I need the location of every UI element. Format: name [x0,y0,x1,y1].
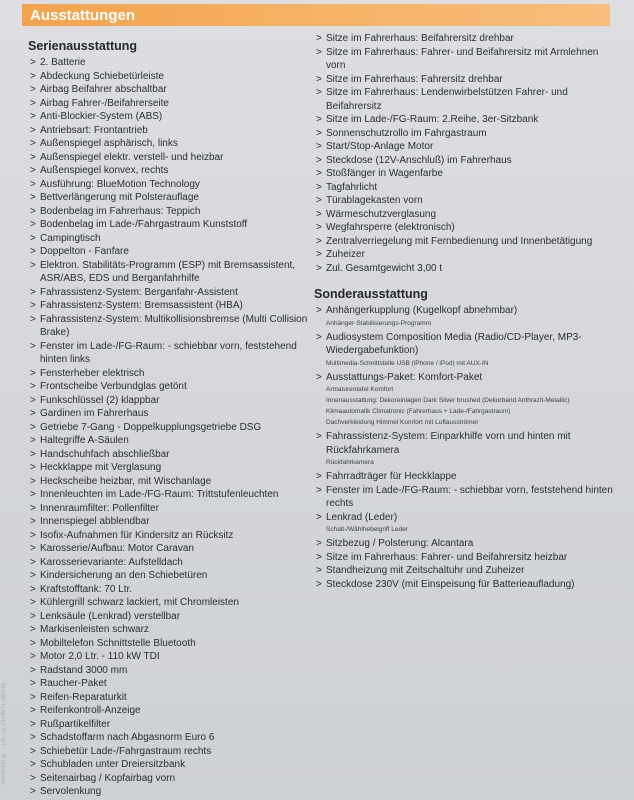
item-label: Stoßfänger in Wagenfarbe [326,168,443,179]
list-item [28,596,308,610]
bullet-icon: > [30,759,36,770]
bullet-icon: > [30,462,36,473]
bullet-icon: > [316,484,322,496]
item-detail: Multimedia-Schnittstelle USB (iPhone / iPod) mit AUX-IN [326,359,489,367]
item-label: Servolenkung [40,786,102,797]
bullet-icon: > [316,114,322,125]
bullet-icon: > [30,367,36,379]
list-item [28,731,308,745]
sonder-title: Sonderausstattung [314,287,428,301]
item-detail: Schalt-/Wählhebelgriff Leder [326,526,408,533]
item-label: Sitze im Fahrerhaus: Fahrersitz drehbar [326,73,503,85]
bullet-icon: > [30,651,36,662]
list-item [28,718,308,732]
item-label: Bettverlängerung mit Polsterauflage [40,192,199,203]
list-item [28,610,308,624]
list-item [314,154,614,168]
item-label: Karosserie/Aufbau: Motor Caravan [40,543,194,554]
item-label: Zul. Gesamtgewicht 3,00 t [326,262,443,274]
item-label: Campingtisch [40,232,101,244]
item-label: 2. Batterie [40,57,86,68]
bullet-icon: > [30,610,36,622]
bullet-icon: > [30,259,36,271]
item-label: Airbag Fahrer-/Beifahrerseite [40,97,169,109]
list-item [28,542,308,556]
bullet-icon: > [316,127,322,139]
item-label: Schiebetür Lade-/Fahrgastraum rechts [40,745,212,757]
item-detail: Klimaautomatik Climatronic (Fahrerhaus + Lade-/Fahrgastraum) [326,408,511,415]
list-item [314,484,614,511]
item-label: Fahrradträger für Heckklappe [326,471,457,482]
bullet-icon: > [30,313,36,325]
list-item [28,110,308,124]
item-label: Heckscheibe heizbar, mit Wischanlage [40,475,212,487]
list-item [314,86,614,113]
bullet-icon: > [316,154,322,166]
bullet-icon: > [30,97,36,109]
item-label: Markisenleisten schwarz [40,624,149,635]
item-label: Schubladen unter Dreiersitzbank [40,759,186,770]
list-item [314,511,614,535]
list-item [314,32,614,46]
bullet-icon: > [316,181,322,193]
bullet-icon: > [30,637,36,649]
item-label: Sonnenschutzrollo im Fahrgastraum [326,127,487,139]
item-label: Karosserievariante: Aufstelldach [40,556,183,568]
list-item [28,97,308,111]
item-label: Frontscheibe Verbundglas getönt [40,381,187,392]
item-label: Sitze im Fahrerhaus: Fahrer- und Beifahrersitz mit Armlehnen vorn [326,46,599,71]
bullet-icon: > [30,624,36,635]
list-item [28,650,308,664]
list-item [314,262,614,276]
list-item [28,178,308,192]
bullet-icon: > [316,578,322,590]
item-label: Isofix-Aufnahmen für Kindersitz an Rücksitz [40,529,234,541]
item-label: Doppelton - Fanfare [40,246,129,257]
list-item [28,515,308,529]
bullet-icon: > [316,511,322,523]
list-item [314,430,614,467]
bullet-icon: > [316,33,322,44]
list-item [28,191,308,205]
bullet-icon: > [30,529,36,541]
item-label: Handschuhfach abschließbar [40,448,170,460]
item-label: Airbag Beifahrer abschaltbar [40,84,167,95]
list-item [314,73,614,87]
bullet-icon: > [316,431,322,442]
watermark: SilverDAT ® - DS - ©21/06/11-/89416 [1,682,7,785]
bullet-icon: > [30,772,36,784]
bullet-icon: > [30,151,36,163]
item-label: Sitze im Fahrerhaus: Fahrer- und Beifahrersitz heizbar [326,551,568,563]
list-item [28,340,308,367]
item-label: Wegfahrsperre (elektronisch) [326,222,455,233]
item-label: Sitzbezug / Polsterung: Alcantara [326,538,474,549]
list-item [314,113,614,127]
list-item [28,83,308,97]
bullet-icon: > [30,745,36,757]
bullet-icon: > [30,583,36,595]
bullet-icon: > [30,421,36,433]
list-item [28,583,308,597]
list-item [28,529,308,543]
item-label: Zuheizer [326,249,365,260]
bullet-icon: > [30,678,36,689]
list-item [28,70,308,84]
bullet-icon: > [316,235,322,247]
bullet-icon: > [316,249,322,260]
list-item [28,218,308,232]
list-item [314,221,614,235]
item-label: Antriebsart: Frontantrieb [40,124,148,136]
item-label: Fenster im Lade-/FG-Raum: - schiebbar vorn, feststehend hinten links [40,340,297,365]
list-item [314,331,614,368]
list-item [28,232,308,246]
bullet-icon: > [30,381,36,392]
item-label: Schadstoffarm nach Abgasnorm Euro 6 [40,732,215,743]
list-item [314,127,614,141]
bullet-icon: > [30,543,36,554]
list-item [28,475,308,489]
bullet-icon: > [30,664,36,676]
item-label: Start/Stop-Anlage Motor [326,141,434,152]
item-label: Abdeckung Schiebetürleiste [40,70,164,82]
bullet-icon: > [30,232,36,244]
list-item [28,448,308,462]
item-label: Fenster im Lade-/FG-Raum: - schiebbar vorn, feststehend hinten rechts [326,484,613,509]
list-item [314,208,614,222]
item-label: Zentralverriegelung mit Fernbedienung und Innenbetätigung [326,235,593,247]
bullet-icon: > [30,57,36,68]
list-item [314,551,614,565]
list-item [28,677,308,691]
item-label: Reifen-Reparaturkit [40,691,127,703]
bullet-icon: > [30,597,36,608]
list-item [28,286,308,300]
item-label: Fahrassistenz-System: Bremsassistent (HBA) [40,300,243,311]
item-label: Kraftstofftank: 70 Ltr. [40,583,133,595]
item-detail: Dachverkleidung Himmel Komfort mit Luftausströmer [326,419,479,426]
bullet-icon: > [30,718,36,730]
list-item [314,181,614,195]
bullet-icon: > [30,408,36,419]
item-label: Außenspiegel asphärisch, links [40,138,178,149]
serien-title: Serienausstattung [28,39,138,53]
list-item [28,137,308,151]
bullet-icon: > [30,192,36,203]
bullet-icon: > [30,435,36,446]
list-item [28,691,308,705]
item-label: Audiosystem Composition Media (Radio/CD-Player, MP3-Wiedergabefunktion) [326,331,582,356]
list-item [314,194,614,208]
item-label: Getriebe 7-Gang - Doppelkupplungsgetriebe DSG [40,421,262,433]
bullet-icon: > [316,262,322,274]
list-item [314,140,614,154]
list-item [28,704,308,718]
bullet-icon: > [30,705,36,716]
list-item [314,235,614,249]
bullet-icon: > [30,205,36,217]
list-item [28,245,308,259]
item-label: Reifenkontroll-Anzeige [40,705,141,716]
item-label: Anhängerkupplung (Kugelkopf abnehmbar) [326,305,518,316]
item-label: Seitenairbag / Kopfairbag vorn [40,772,176,784]
bullet-icon: > [30,178,36,190]
bullet-icon: > [30,448,36,460]
left-column [28,38,308,799]
bullet-icon: > [30,70,36,82]
item-label: Türablagekasten vorn [326,195,423,206]
list-item [28,623,308,637]
list-item [28,313,308,340]
bullet-icon: > [30,111,36,122]
item-label: Wärmeschutzverglasung [326,208,437,220]
item-label: Anti-Blockier-System (ABS) [40,111,163,122]
list-item [28,407,308,421]
list-item [28,785,308,799]
bullet-icon: > [30,691,36,703]
bullet-icon: > [30,516,36,527]
sonder-list [314,304,614,591]
bullet-icon: > [30,340,36,352]
bullet-icon: > [30,394,36,406]
bullet-icon: > [30,475,36,487]
list-item [28,164,308,178]
item-label: Lenkrad (Leder) [326,511,398,523]
section-header-bar [22,4,610,26]
list-item [28,664,308,678]
bullet-icon: > [30,219,36,230]
list-item [28,569,308,583]
item-detail: Anhänger-Stabilisierungs-Programm [326,319,432,327]
list-item [28,745,308,759]
bullet-icon: > [30,84,36,95]
bullet-icon: > [316,195,322,206]
item-label: Lenksäule (Lenkrad) verstellbar [40,610,181,622]
bullet-icon: > [30,556,36,568]
bullet-icon: > [30,300,36,311]
bullet-icon: > [316,222,322,233]
list-item [28,367,308,381]
bullet-icon: > [316,168,322,179]
item-label: Rußpartikelfilter [40,718,111,730]
bullet-icon: > [316,471,322,482]
serien-list [28,56,308,799]
bullet-icon: > [316,208,322,220]
item-label: Mobiltelefon Schnittstelle Bluetooth [40,637,196,649]
item-label: Ausführung: BlueMotion Technology [40,178,200,190]
list-item [28,205,308,219]
item-label: Bodenbelag im Fahrerhaus: Teppich [40,205,201,217]
item-label: Radstand 3000 mm [40,664,128,676]
item-label: Fahrassistenz-System: Berganfahr-Assistent [40,286,238,298]
list-item [28,421,308,435]
list-item [314,371,614,428]
bullet-icon: > [30,732,36,743]
bullet-icon: > [30,124,36,136]
item-label: Fensterheber elektrisch [40,367,145,379]
list-item [314,564,614,578]
list-item [28,394,308,408]
list-item [28,299,308,313]
item-label: Außenspiegel konvex, rechts [40,165,169,176]
serien-cont-list [314,32,614,275]
item-label: Raucher-Paket [40,678,107,689]
item-label: Kühlergrill schwarz lackiert, mit Chromleisten [40,597,239,608]
item-label: Fahrassistenz-System: Einparkhilfe vorn und hinten mit Rückfahrkamera [326,431,571,456]
list-item [28,259,308,286]
item-label: Sitze im Fahrerhaus: Beifahrersitz drehbar [326,33,514,44]
bullet-icon: > [316,331,322,343]
bullet-icon: > [30,502,36,514]
item-label: Innenraumfilter: Pollenfilter [40,502,159,514]
item-label: Tagfahrlicht [326,181,378,193]
list-item [28,637,308,651]
list-item [28,434,308,448]
list-item [28,772,308,786]
bullet-icon: > [30,570,36,581]
list-item [314,537,614,551]
list-item [28,758,308,772]
item-detail: Innenausstattung: Dekoreinlagen Dark Silver brushed (Dekorband Anthrazit-Metallic) [326,397,570,404]
item-label: Sitze im Fahrerhaus: Lendenwirbelstützen Fahrer- und Beifahrersitz [326,87,568,112]
list-item [314,304,614,328]
item-label: Ausstattungs-Paket: Komfort-Paket [326,371,483,383]
item-label: Fahrassistenz-System: Multikollisionsbremse (Multi Collision Brake) [40,313,308,338]
item-label: Heckklappe mit Verglasung [40,462,162,473]
item-label: Gardinen im Fahrerhaus [40,408,149,419]
bullet-icon: > [30,286,36,298]
bullet-icon: > [30,165,36,176]
list-item [28,461,308,475]
page-title: Ausstattungen [30,7,135,24]
item-label: Motor 2,0 Ltr. - 110 kW TDI [40,651,160,662]
bullet-icon: > [30,246,36,257]
item-detail: Rückfahrkamera [326,459,374,466]
bullet-icon: > [316,371,322,383]
bullet-icon: > [30,786,36,797]
item-label: Funkschlüssel (2) klappbar [40,394,160,406]
list-item [28,56,308,70]
list-item [28,380,308,394]
bullet-icon: > [30,138,36,149]
item-label: Innenleuchten im Lade-/FG-Raum: Trittstufenleuchten [40,489,279,500]
bullet-icon: > [316,46,322,58]
item-label: Elektron. Stabilitäts-Programm (ESP) mit Bremsassistent, ASR/ABS, EDS und Berganfahrhilfe [40,259,296,284]
bullet-icon: > [316,538,322,549]
list-item [314,167,614,181]
bullet-icon: > [316,551,322,563]
item-label: Standheizung mit Zeitschaltuhr und Zuheizer [326,565,525,576]
list-item [314,470,614,484]
list-item [314,248,614,262]
list-item [28,124,308,138]
bullet-icon: > [316,73,322,85]
list-item [314,578,614,592]
right-column [314,32,614,591]
item-label: Innenspiegel abblendbar [40,516,150,527]
bullet-icon: > [316,87,322,98]
bullet-icon: > [30,489,36,500]
item-detail: Armaturentafel Komfort [326,386,394,393]
item-label: Steckdose 230V (mit Einspeisung für Batterieaufladung) [326,578,575,590]
list-item [28,488,308,502]
bullet-icon: > [316,305,322,316]
list-item [28,556,308,570]
list-item [28,151,308,165]
bullet-icon: > [316,565,322,576]
list-item [28,502,308,516]
item-label: Außenspiegel elektr. verstell- und heizbar [40,151,224,163]
item-label: Haltegriffe A-Säulen [40,435,129,446]
item-label: Kindersicherung an den Schiebetüren [40,570,208,581]
item-label: Sitze im Lade-/FG-Raum: 2.Reihe, 3er-Sitzbank [326,114,539,125]
item-label: Bodenbelag im Lade-/Fahrgastraum Kunststoff [40,219,248,230]
list-item [314,46,614,73]
item-label: Steckdose (12V-Anschluß) im Fahrerhaus [326,154,512,166]
bullet-icon: > [316,141,322,152]
